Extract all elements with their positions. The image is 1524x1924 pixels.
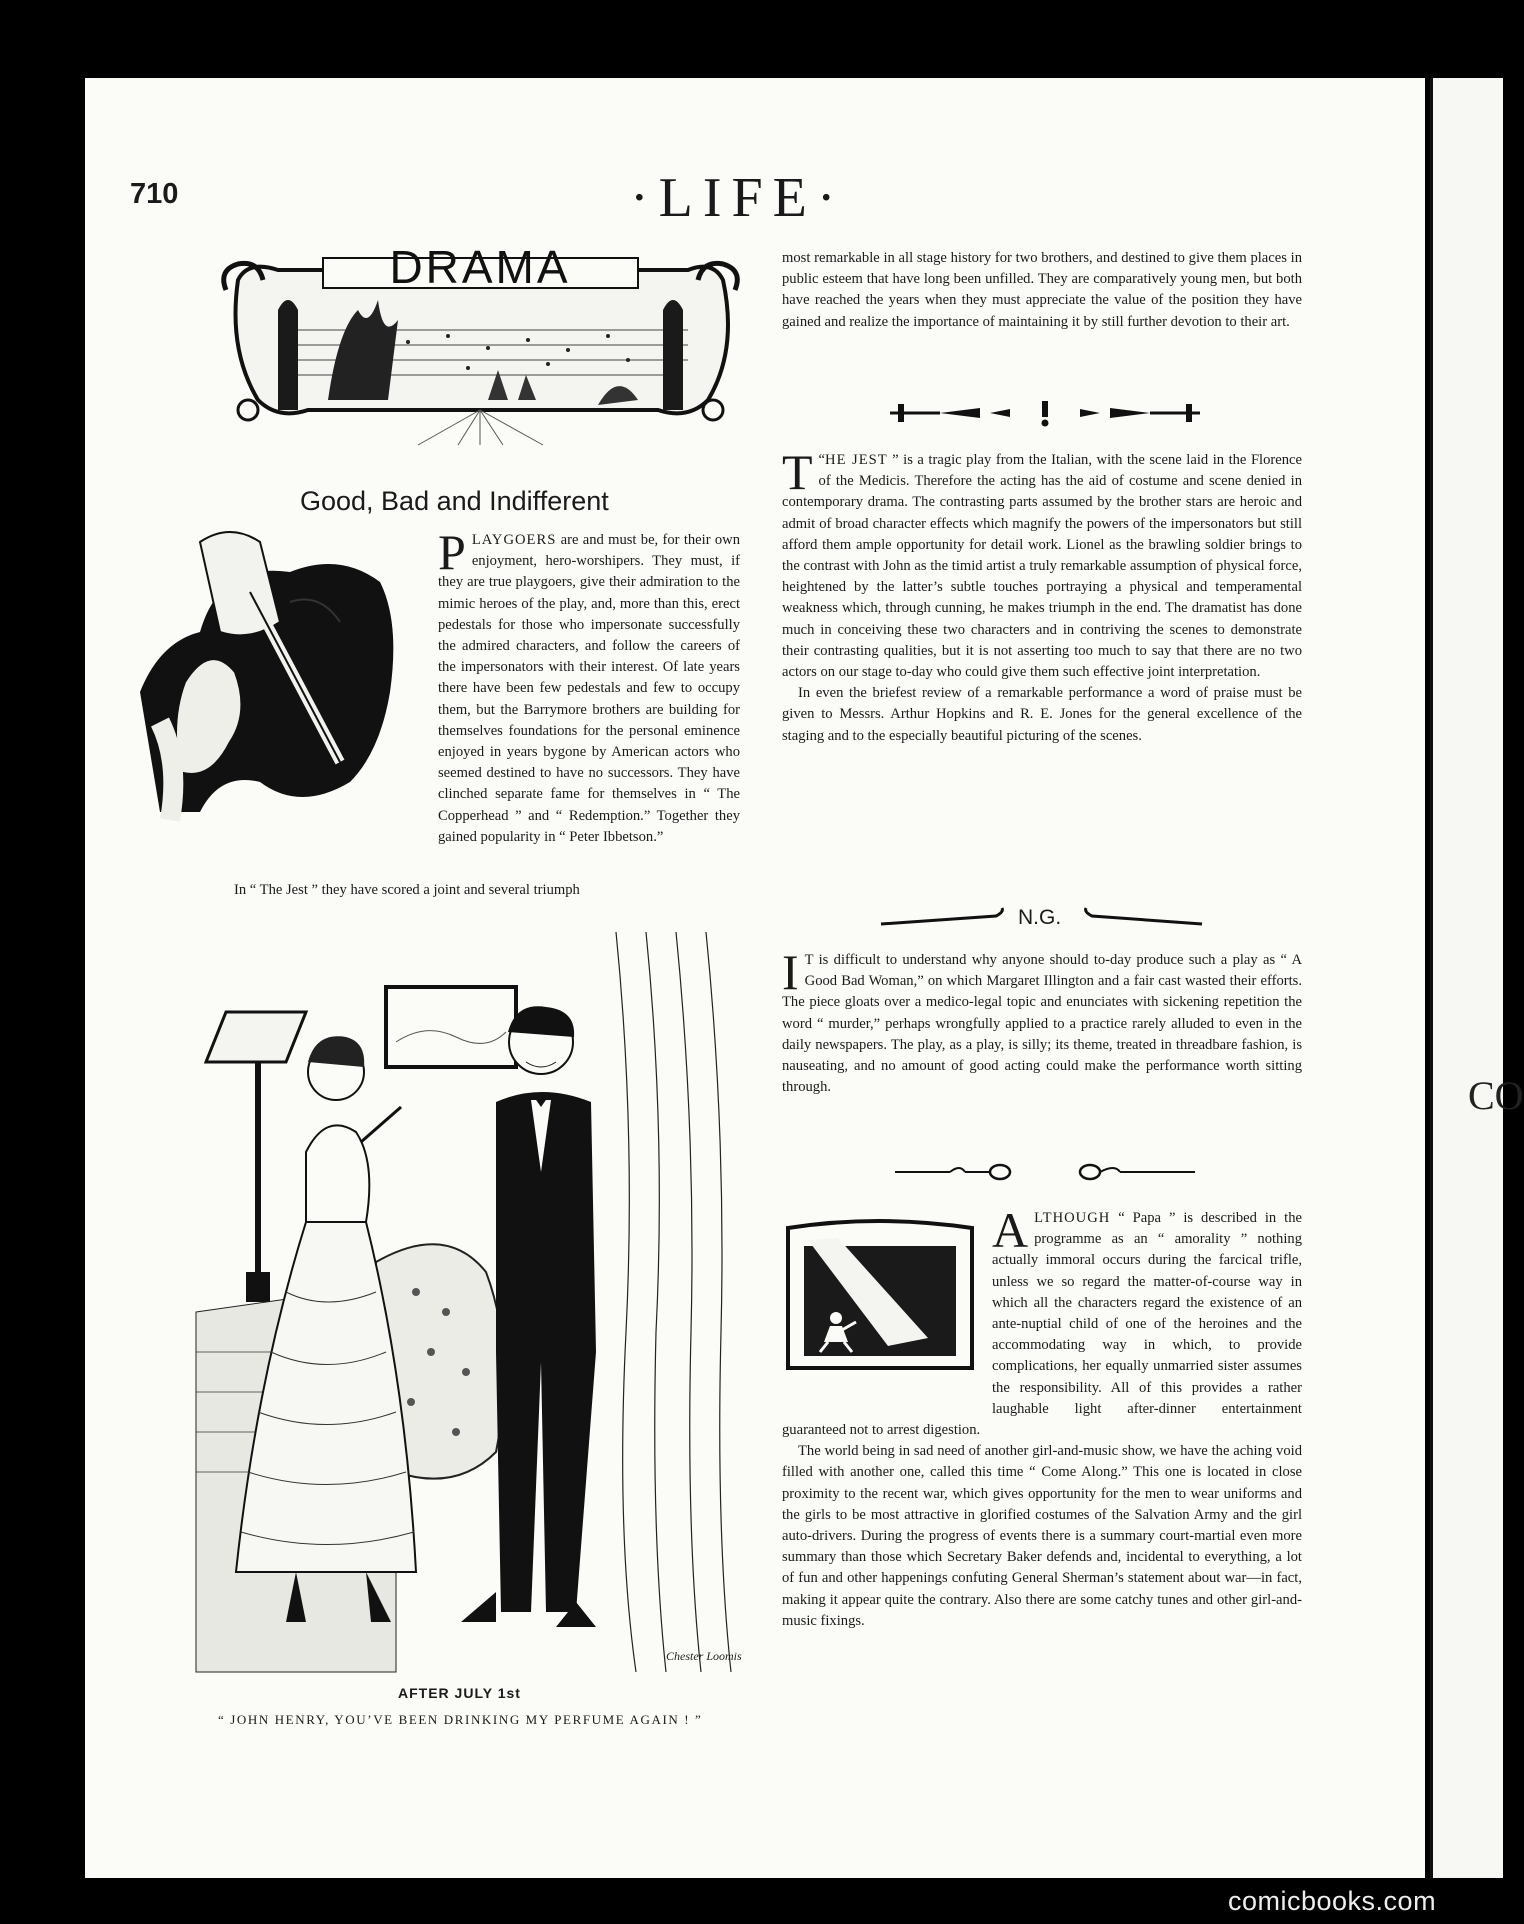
ng-ornament-divider <box>876 904 1206 934</box>
cartoon-caption-title: AFTER JULY 1st <box>398 1685 521 1701</box>
intro-paragraph-block <box>278 524 740 848</box>
masthead: ·LIFE· <box>630 167 846 229</box>
dagger-ornament-divider <box>880 398 1210 428</box>
good-bad-text: T is difficult to understand why anyone should to-day produce such a play as “ A Good Bad Woman,” on which Margaret Illington and a fair cast wasted their efforts. The piece gloats over a medico-legal topic and enunciates with sickening repetition the word “ murder,” perhaps wrongfully applied to a practice rarely alluded to even in the daily newspapers. The play, as a play, is silly; its theme, treated in threadbare fashion, is nauseating, and no amount of good acting could make the performance worth sitting through. <box>782 952 1302 1096</box>
intro-lead: LAYGOERS <box>471 532 557 548</box>
papa-paragraph <box>782 1202 1302 1441</box>
right-top-block <box>782 248 1302 333</box>
intro-para2: In “ The Jest ” they have scored a joint and several triumph <box>234 882 580 898</box>
good-bad-woman-paragraph <box>782 944 1302 1098</box>
jest-review-block <box>782 444 1302 747</box>
papa-review-block <box>782 1202 1302 1632</box>
cartoon-illustration <box>196 932 742 1672</box>
watermark: comicbooks.com <box>1228 1886 1437 1916</box>
jest-lead: HE JEST <box>825 452 888 468</box>
jest-text: ” is a tragic play from the Italian, with the scene laid in the Florence of the Medicis. Therefore the acting has the aid of costume and scene denied in contemporary drama. The contrasting parts assumed by the brother stars are heroic and admit of broad character effects which magnify the powers of the impersonators but still afford them ample opportunity for detail work. Lionel as the brawling soldier brings to the contrast with John as the timid artist a truly remarkable assumption of physical force, heightened by the latter’s subtle touches portraying a physical and temperamental weakness which, through cunning, he makes triumph in the end. The dramatist has done much in conceiving these two characters and in contriving the scenes to demonstrate their contrasting qualities, but it is not asserting too much to say that there are no two actors on our stage to-day who could give them such effective joint interpretation. <box>782 452 1302 681</box>
next-page-edge <box>1430 78 1503 1878</box>
article-headline: Good, Bad and Indifferent <box>300 486 609 516</box>
jest-para2: In even the briefest review of a remarkable performance a word of praise must be given to Messrs. Arthur Hopkins and R. E. Jones for the general excellence of the staging and to the especially beautiful picturing of the scenes. <box>782 685 1302 744</box>
intro-para2-block <box>218 880 740 901</box>
good-bad-woman-block <box>782 944 1302 1098</box>
papa-lead: LTHOUGH <box>1034 1210 1111 1226</box>
jest-open-quote: “ <box>818 452 826 468</box>
drama-banner-illustration <box>218 241 743 450</box>
intro-text: are and must be, for their own enjoyment, hero-worshipers. They must, if they are true playgoers, give their admiration to the mimic heroes of the play, and, more than this, erect pedestals for those who impersonate successfully the admired characters, and follow the careers of the impersonators with their interest. Of late years there have been few pedestals and few to occupy them, but the Barrymore brothers are building for themselves foundations for the personal eminence enjoyed in years bygone by American actors who seemed destined to have no successors. They have clinched separate fame for themselves in “ The Copperhead ” and “ Redemption.” Together they gained popularity in “ Peter Ibbetson.” <box>438 532 740 845</box>
come-along-paragraph: The world being in sad need of another girl-and-music show, we have the aching void filled with another one, called this time “ Come Along.” This one is located in close proximity to the recent war, which gives opportunity for the men to wear uniforms and the girls to be most attractive in glorified costumes of the Salvation Army and the girl auto-drivers. During the progress of events there is a summary court-martial even more summary than those which Secretary Baker defends and, incidental to everything, a lot of fun and other happenings confuting General Sherman’s statement about war—in fact, making it appear quite the contrary. Also there are some catchy tunes and other girl-and-music fixings. <box>782 1443 1302 1629</box>
jest-paragraph <box>782 444 1302 683</box>
papa-dropcap: A <box>992 1202 1029 1258</box>
ng-label: N.G. <box>1018 906 1062 929</box>
papa-text: “ Papa ” is described in the programme as an “ amorality ” nothing actually immoral occurs during the farcical trifle, unless we so regard the matter-of-course way in which all the characters regard the existence of an ante-nuptial child of one of the heroines and the accommodating way in which, to provide complications, her equally unmarried sister assumes the responsibility. All of this provides a rather laughable light after-dinner entertainment guaranteed not to arrest digestion. <box>782 1210 1302 1439</box>
intro-paragraph <box>278 524 740 848</box>
intro-dropcap: P <box>438 524 466 580</box>
drama-banner-title: DRAMA <box>389 241 571 293</box>
jest-dropcap: T <box>782 444 813 500</box>
right-top-paragraph: most remarkable in all stage history for two brothers, and destined to give them places in public esteem that have long been unfilled. They are comparatively young men, but both have reached the years when they must appreciate the value of the position they have gained and realize the importance of maintaining it by still further devotion to their art. <box>782 250 1302 330</box>
next-page-fragment: CO <box>1468 1073 1524 1118</box>
lorgnette-ornament-divider <box>890 1160 1200 1184</box>
cartoon-signature: Chester Loomis <box>666 1649 742 1663</box>
good-bad-dropcap: I <box>782 944 799 1000</box>
cartoon-caption-quote: “ JOHN HENRY, YOU’VE BEEN DRINKING MY PERFUME AGAIN ! ” <box>218 1712 703 1727</box>
page-number: 710 <box>130 178 179 210</box>
